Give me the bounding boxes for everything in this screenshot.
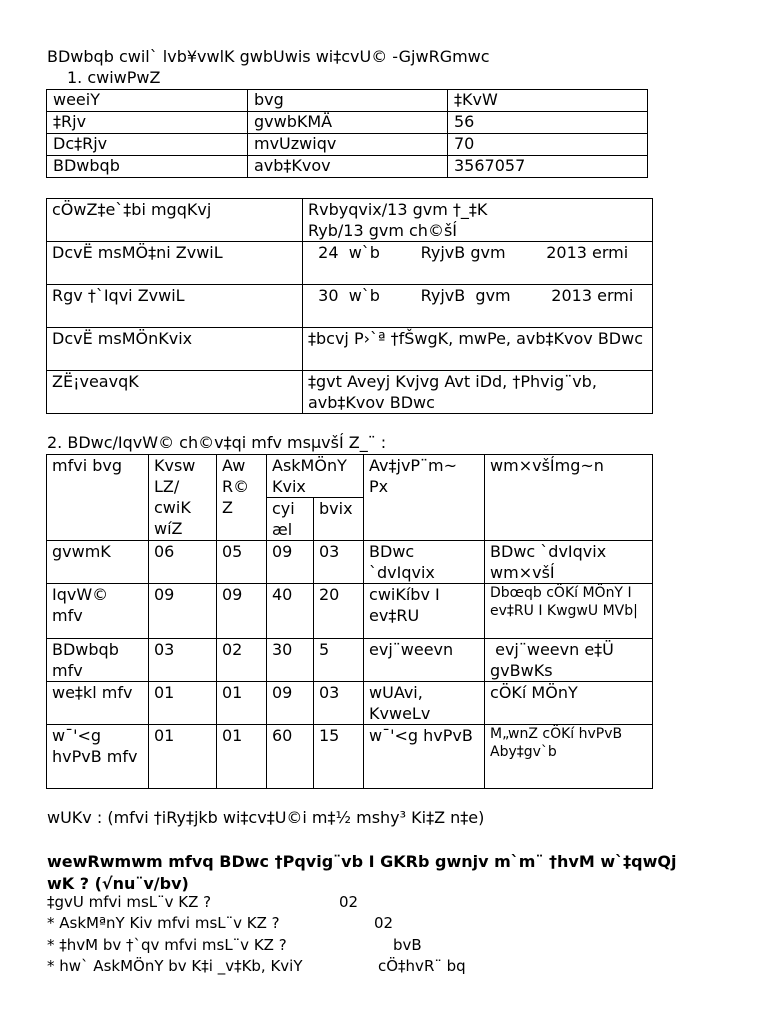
table-cell: 01 (217, 725, 267, 789)
table-cell: 5 (314, 639, 364, 682)
table-cell: 3567057 (448, 156, 648, 178)
table-cell: Dbœqb cÖKí MÖnY I ev‡RU I KwgwU MVb| (485, 584, 653, 639)
answer-value: cÖ‡hvR¨ bq (378, 957, 466, 975)
table-row (47, 371, 653, 414)
table-cell: 03 (149, 639, 217, 682)
table-cell: 24 w`b RyjvB gvm 2013 ermi (303, 242, 653, 285)
table-cell: 09 (267, 682, 314, 725)
header-achieved: Aw R© Z (217, 455, 267, 541)
section-2-heading: 2. BDwc/IqvW© ch©v‡qi mfv msµvšÍ Z_¨ : (47, 433, 387, 452)
table-cell: gvwmK (47, 541, 149, 584)
table-cell: DcvË msMÖ‡ni ZvwiL (47, 242, 303, 285)
table-header-row (47, 455, 653, 498)
table-cell: 70 (448, 134, 648, 156)
table-row (47, 199, 653, 242)
table-cell: w¯'<g hvPvB mfv (47, 725, 149, 789)
table-cell: Dc‡Rjv (47, 134, 248, 156)
table-cell: w¯'<g hvPvB (364, 725, 485, 789)
header-discussion: Av‡jvP¨m~ Px (364, 455, 485, 541)
header-decisions: wm×všÍmg~n (485, 455, 653, 541)
note-text: wUKv : (mfvi †iRy‡jkb wi‡cv‡U©i m‡½ mshy³ Ki‡Z n‡e) (47, 808, 485, 827)
profile-table (46, 89, 648, 178)
table-cell: 01 (217, 682, 267, 725)
table-cell: we‡kl mfv (47, 682, 149, 725)
table-cell: M„wnZ cÖKí hvPvB Aby‡gv`b (485, 725, 653, 789)
answer-value: bvB (393, 936, 422, 954)
table-cell: ‡KvW (448, 90, 648, 112)
table-row (47, 639, 653, 682)
table-cell: 09 (217, 584, 267, 639)
table-cell: evj¨weevn e‡Ü gvBwKs (485, 639, 653, 682)
table-cell: 09 (267, 541, 314, 584)
table-cell: gvwbKMÄ (248, 112, 448, 134)
answer-value: 02 (374, 914, 394, 932)
table-cell: 60 (267, 725, 314, 789)
table-row (47, 134, 648, 156)
meetings-table (46, 454, 653, 789)
table-cell: 06 (149, 541, 217, 584)
header-meeting-name: mfvi bvg (47, 455, 149, 541)
table-cell: 40 (267, 584, 314, 639)
table-cell: 09 (149, 584, 217, 639)
table-cell: 03 (314, 541, 364, 584)
table-row (47, 90, 648, 112)
table-cell: BDwc `dvIqvix wm×všÍ (485, 541, 653, 584)
header-participants: AskMÖnY Kvix (267, 455, 364, 498)
table-cell: Rvbyqvix/13 gvm †_‡K Ryb/13 gvm ch©šÍ (303, 199, 653, 242)
table-cell: 05 (217, 541, 267, 584)
table-row (47, 156, 648, 178)
section-1-heading: 1. cwiwPwZ (67, 68, 161, 87)
table-row (47, 725, 653, 789)
table-cell: cÖwZ‡e`‡bi mgqKvj (47, 199, 303, 242)
question-line: * AskMªnY Kiv mfvi msL¨v KZ ? (47, 914, 280, 932)
table-row (47, 682, 653, 725)
table-cell: BDwbqb (47, 156, 248, 178)
table-row (47, 584, 653, 639)
question-line: * hw` AskMÖnY bv K‡i _v‡Kb, KviY (47, 957, 303, 975)
report-info-table (46, 198, 653, 414)
question-heading: wewRwmwm mfvq BDwc †Pqvig¨vb I GKRb gwnjv m`m¨ †hvM w`‡qwQj wK ? (√nu¨v/bv) (47, 852, 677, 893)
table-cell: wUAvi, KvweLv (364, 682, 485, 725)
table-cell: cÖKí MÖnY (485, 682, 653, 725)
table-cell: ‡Rjv (47, 112, 248, 134)
table-cell: weeiY (47, 90, 248, 112)
table-row (47, 328, 653, 371)
table-cell: IqvW© mfv (47, 584, 149, 639)
table-cell: ‡bcvj P›`ª †fŠwgK, mwPe, avb‡Kvov BDwc (303, 328, 653, 371)
table-row (47, 112, 648, 134)
header-female: bvix (314, 498, 364, 541)
table-cell: mvUzwiqv (248, 134, 448, 156)
table-cell: 15 (314, 725, 364, 789)
table-cell: evj¨weevn (364, 639, 485, 682)
table-cell: DcvË msMÖnKvix (47, 328, 303, 371)
table-cell: bvg (248, 90, 448, 112)
table-cell: 03 (314, 682, 364, 725)
table-cell: 30 (267, 639, 314, 682)
table-cell: cwiKíbv I ev‡RU (364, 584, 485, 639)
table-cell: BDwbqb mfv (47, 639, 149, 682)
table-cell: 02 (217, 639, 267, 682)
table-cell: BDwc `dvIqvix (364, 541, 485, 584)
table-row (47, 285, 653, 328)
table-row (47, 242, 653, 285)
table-cell: 30 w`b RyjvB gvm 2013 ermi (303, 285, 653, 328)
table-cell: 20 (314, 584, 364, 639)
document-title: BDwbqb cwil` lvb¥vwlK gwbUwis wi‡cvU© -GjwRGmwc (47, 47, 490, 66)
answer-value: 02 (339, 893, 359, 911)
table-cell: 01 (149, 682, 217, 725)
table-cell: 01 (149, 725, 217, 789)
header-male: cyi æl (267, 498, 314, 541)
header-target: Kvsw LZ/ cwiK wíZ (149, 455, 217, 541)
question-line: * ‡hvM bv †`qv mfvi msL¨v KZ ? (47, 936, 287, 954)
table-cell: 56 (448, 112, 648, 134)
table-cell: avb‡Kvov (248, 156, 448, 178)
table-row (47, 541, 653, 584)
table-cell: ZË¡veavqK (47, 371, 303, 414)
table-cell: Rgv †`Iqvi ZvwiL (47, 285, 303, 328)
question-line: ‡gvU mfvi msL¨v KZ ? (47, 893, 212, 911)
table-cell: ‡gvt Aveyj Kvjvg Avt iDd, †Phvig¨vb, avb‡Kvov BDwc (303, 371, 653, 414)
